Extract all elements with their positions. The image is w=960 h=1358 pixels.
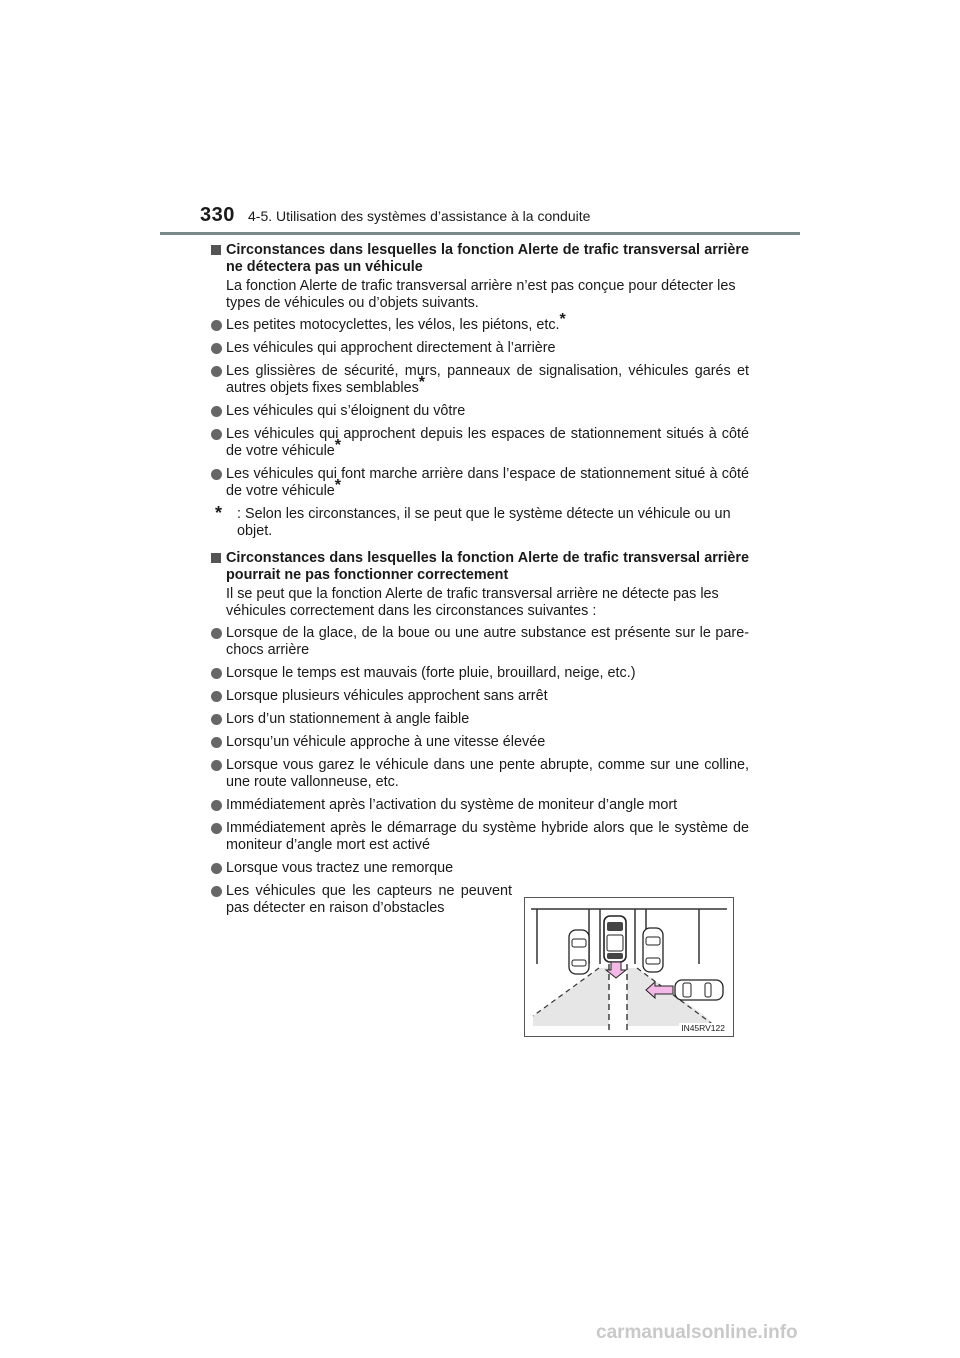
- section-intro: Il se peut que la fonction Alerte de trafic transversal arrière ne détecte pas les véhicules correctement dans les circonstances suivantes :: [226, 586, 719, 619]
- circle-bullet-icon: [211, 737, 222, 748]
- square-bullet-icon: [211, 245, 221, 255]
- section-intro: La fonction Alerte de trafic transversal arrière n’est pas conçue pour détecter les types de véhicules ou d’objets suivants.: [226, 278, 736, 311]
- circle-bullet-icon: [211, 366, 222, 377]
- circle-bullet-icon: [211, 628, 222, 639]
- page-header: [200, 204, 800, 234]
- circle-bullet-icon: [211, 691, 222, 702]
- figure-code: IN45RV122: [681, 1023, 725, 1033]
- footnote-marker: *: [559, 311, 566, 328]
- list-item: Immédiatement après le démarrage du système hybride alors que le système de moniteur d’angle mort est activé: [211, 820, 749, 854]
- square-bullet-icon: [211, 553, 221, 563]
- section-heading: [211, 242, 749, 276]
- detection-zone-left: [533, 968, 609, 1026]
- list-item: Les petites motocyclettes, les vélos, les piétons, etc.*: [211, 317, 749, 334]
- parking-illustration: [524, 897, 734, 1037]
- list-item: Les glissières de sécurité, murs, panneaux de signalisation, véhicules garés et autres objets fixes semblables*: [211, 363, 749, 397]
- section-heading-text: Circonstances dans lesquelles la fonction Alerte de trafic transversal arrière ne détectera pas un véhicule: [226, 242, 749, 275]
- page-number: 330: [200, 204, 235, 226]
- parked-car-icon: [569, 930, 589, 974]
- approaching-car-icon: [675, 980, 723, 1000]
- circle-bullet-icon: [211, 760, 222, 771]
- list-item: Lorsque de la glace, de la boue ou une autre substance est présente sur le pare-chocs arrière: [211, 625, 749, 659]
- list-item: Lorsque plusieurs véhicules approchent sans arrêt: [211, 688, 749, 705]
- parked-car-icon: [643, 928, 663, 972]
- parking-diagram: [525, 898, 733, 1036]
- list-item: Lorsqu’un véhicule approche à une vitesse élevée: [211, 734, 749, 751]
- footnote-marker: *: [334, 437, 342, 454]
- own-car-icon: [604, 916, 626, 962]
- list-item: Les véhicules qui font marche arrière dans l’espace de stationnement situé à côté de votre véhicule*: [211, 466, 749, 500]
- list-item: Les véhicules qui approchent directement à l’arrière: [211, 340, 749, 357]
- footnote-star: *: [215, 503, 223, 523]
- circle-bullet-icon: [211, 429, 222, 440]
- list-item: Les véhicules que les capteurs ne peuvent pas détecter en raison d’obstacles: [211, 883, 512, 917]
- page-content: [211, 242, 749, 927]
- bullet-list: [211, 625, 749, 917]
- list-item: Lorsque vous tractez une remorque: [211, 860, 749, 877]
- section-heading-text: Circonstances dans lesquelles la fonction Alerte de trafic transversal arrière pourrait ne pas fonctionner correctement: [226, 550, 749, 583]
- list-item: Lorsque vous garez le véhicule dans une pente abrupte, comme sur une colline, une route vallonneuse, etc.: [211, 757, 749, 791]
- circle-bullet-icon: [211, 886, 222, 897]
- circle-bullet-icon: [211, 343, 222, 354]
- circle-bullet-icon: [211, 668, 222, 679]
- circle-bullet-icon: [211, 320, 222, 331]
- circle-bullet-icon: [211, 863, 222, 874]
- section-may-not-operate: [211, 550, 749, 917]
- list-item: Les véhicules qui s’éloignent du vôtre: [211, 403, 749, 420]
- footnote: [215, 503, 749, 540]
- footnote-marker: *: [418, 374, 426, 391]
- footnote-text: : Selon les circonstances, il se peut que le système détecte un véhicule ou un objet.: [237, 506, 731, 539]
- footnote-marker: *: [334, 477, 342, 494]
- circle-bullet-icon: [211, 823, 222, 834]
- list-item: Lorsque le temps est mauvais (forte pluie, brouillard, neige, etc.): [211, 665, 749, 682]
- chapter-title: 4-5. Utilisation des systèmes d’assistance à la conduite: [248, 208, 591, 224]
- bullet-list: [211, 311, 749, 500]
- circle-bullet-icon: [211, 469, 222, 480]
- list-item: Immédiatement après l’activation du système de moniteur d’angle mort: [211, 797, 749, 814]
- circle-bullet-icon: [211, 714, 222, 725]
- watermark: carmanualsonline.info: [596, 1322, 798, 1343]
- list-item: Lors d’un stationnement à angle faible: [211, 711, 749, 728]
- section-not-detected: [211, 242, 749, 540]
- list-item: Les véhicules qui approchent depuis les espaces de stationnement situés à côté de votre véhicule*: [211, 426, 749, 460]
- header-divider: [160, 232, 800, 235]
- circle-bullet-icon: [211, 406, 222, 417]
- circle-bullet-icon: [211, 800, 222, 811]
- section-heading: [211, 550, 749, 584]
